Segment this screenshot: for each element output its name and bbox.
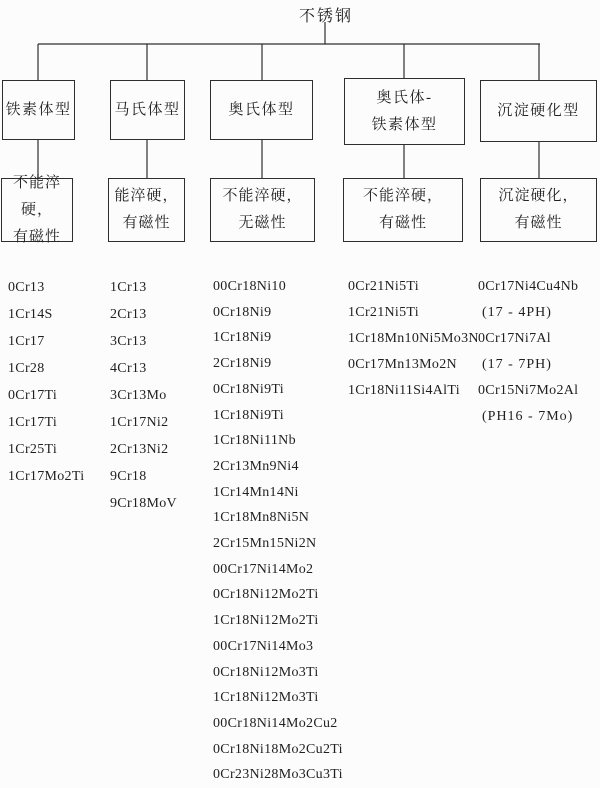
grade-item: (17 - 4PH) (482, 305, 552, 320)
grade-item: 00Cr18Ni10 (213, 279, 286, 294)
box-text-line: 有磁性 (378, 215, 427, 231)
grade-item: 4Cr13 (110, 361, 147, 376)
grade-item: 0Cr15Ni7Mo2Al (478, 383, 579, 398)
grade-item: (17 - 7PH) (482, 357, 552, 372)
grade-item: 1Cr18Ni12Mo2Ti (213, 613, 319, 629)
grade-item: 1Cr18Ni12Mo3Ti (213, 690, 319, 706)
property-box-austenitic (210, 178, 315, 242)
grade-list-martensitic (110, 274, 177, 517)
box-text-line: 沉淀硬化， (498, 188, 579, 204)
property-box-austenitic-ferritic (343, 178, 463, 242)
grade-item: 0Cr13 (8, 280, 45, 295)
grade-item: 1Cr28 (8, 361, 45, 376)
grade-item: 0Cr23Ni28Mo3Cu3Ti (213, 767, 343, 783)
grade-item: 3Cr13 (110, 334, 147, 349)
grade-item: 1Cr14S (8, 307, 53, 322)
grade-item: 0Cr18Ni18Mo2Cu2Ti (213, 741, 343, 757)
box-text-line: 奥氏体型 (228, 101, 295, 118)
grade-item: 0Cr18Ni9Ti (213, 381, 284, 397)
grade-item: 1Cr25Ti (8, 442, 58, 457)
box-text-line: 能淬硬， (114, 188, 179, 204)
grade-item: 1Cr21Ni5Ti (348, 305, 419, 320)
grade-item: 1Cr17 (8, 334, 45, 349)
box-text-line: 不能淬硬， (362, 188, 443, 204)
property-box-ferritic (1, 174, 73, 245)
grade-item: 1Cr13 (110, 280, 147, 295)
box-text-line: 沉淀硬化型 (497, 102, 580, 119)
grade-item: 00Cr18Ni14Mo2Cu2 (213, 715, 338, 731)
type-box-martensitic (110, 80, 185, 140)
grade-item: (PH16 - 7Mo) (482, 409, 574, 424)
grade-item: 0Cr17Ni4Cu4Nb (478, 279, 579, 294)
box-text-line: 铁素体型 (5, 101, 72, 118)
grade-item: 2Cr18Ni9 (213, 356, 272, 372)
grade-item: 1Cr18Ni9Ti (213, 407, 284, 423)
grade-item: 2Cr13Mn9Ni4 (213, 458, 299, 474)
box-text-line: 有磁性 (12, 228, 61, 245)
grade-item: 0Cr18Ni12Mo3Ti (213, 664, 319, 680)
box-text-line: 铁素体型 (371, 116, 438, 133)
grade-item: 2Cr13 (110, 307, 147, 322)
grade-item: 2Cr15Mn15Ni2N (213, 536, 317, 552)
grade-item: 1Cr17Ni2 (110, 415, 169, 430)
grade-list-ferritic (8, 274, 84, 490)
type-box-austenitic (210, 80, 313, 140)
box-text-line: 有磁性 (122, 215, 171, 231)
box-text-line: 不能淬硬， (222, 188, 303, 204)
page-title: 不锈钢 (298, 8, 353, 25)
grade-item: 1Cr18Ni11Si4AlTi (348, 383, 460, 398)
grade-item: 2Cr13Ni2 (110, 442, 169, 457)
box-text-line: 不能淬硬， (12, 174, 61, 218)
grade-item: 1Cr18Ni11Nb (213, 433, 296, 449)
grade-item: 00Cr17Ni14Mo3 (213, 638, 314, 654)
box-text-line: 无磁性 (238, 215, 287, 231)
grade-item: 3Cr13Mo (110, 388, 167, 403)
grade-item: 0Cr18Ni12Mo2Ti (213, 587, 319, 603)
type-box-austenitic-ferritic (344, 78, 465, 145)
grade-item: 0Cr17Ti (8, 388, 58, 403)
grade-item: 0Cr17Ni7Al (478, 331, 551, 346)
grade-item: 1Cr17Mo2Ti (8, 469, 85, 484)
type-box-precipitation (480, 80, 597, 142)
property-box-martensitic (108, 178, 185, 242)
grade-item: 00Cr17Ni14Mo2 (213, 561, 314, 577)
grade-list-austenitic-ferritic (348, 274, 479, 404)
property-box-precipitation (480, 178, 597, 242)
grade-item: 1Cr18Mn10Ni5Mo3N (348, 331, 479, 346)
box-text-line: 有磁性 (514, 215, 563, 231)
grade-list-precipitation (478, 274, 578, 430)
box-text-line: 奥氏体- (376, 89, 433, 106)
type-box-ferritic (2, 80, 75, 140)
box-text-line: 马氏体型 (114, 101, 181, 118)
grade-item: 1Cr14Mn14Ni (213, 484, 299, 500)
grade-item: 1Cr18Ni9 (213, 330, 272, 346)
grade-item: 0Cr17Mn13Mo2N (348, 357, 457, 372)
grade-list-austenitic (213, 274, 343, 788)
grade-item: 1Cr18Mn8Ni5N (213, 510, 310, 526)
grade-item: 9Cr18 (110, 469, 147, 484)
grade-item: 1Cr17Ti (8, 415, 58, 430)
grade-item: 9Cr18MoV (110, 496, 177, 511)
grade-item: 0Cr21Ni5Ti (348, 279, 419, 294)
grade-item: 0Cr18Ni9 (213, 304, 272, 320)
